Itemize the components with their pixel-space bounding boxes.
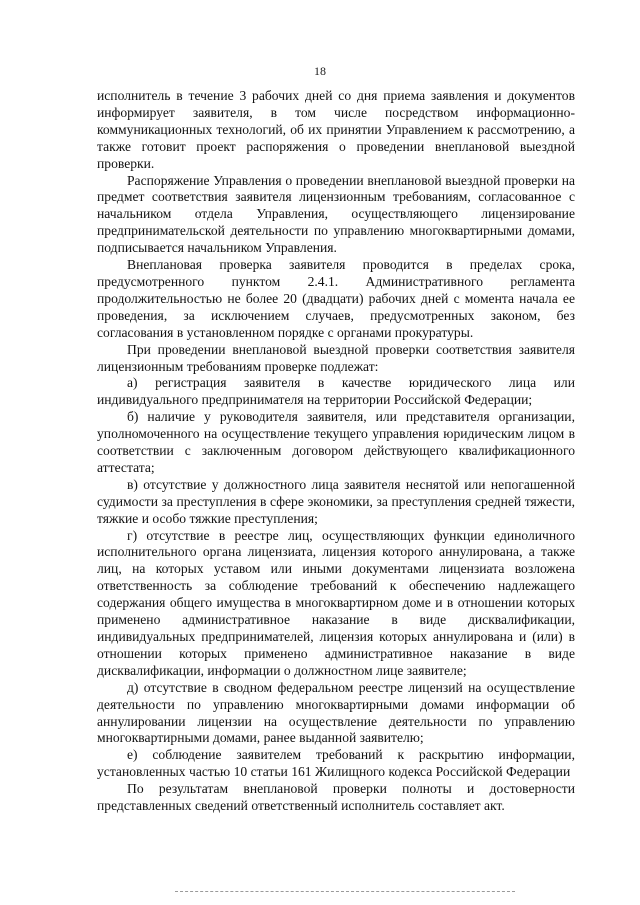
- paragraph-intro: исполнитель в течение 3 рабочих дней со дня приема заявления и документов информирует заявителя, в том числе посредством информационно-коммуникационных технологий, об их принятии Управлением к рассмотрению, а также готовит проект распоряжения о проведении внеплановой выездной проверки.: [97, 88, 575, 171]
- scan-bottom-edge: [175, 891, 515, 892]
- document-body: [97, 88, 575, 815]
- list-item-d: д) отсутствие в сводном федеральном реестре лицензий на осуществление деятельности по управлению многоквартирными домами информации об аннулировании лицензии на осуществление деятельности по управлению многоквартирными домами, ранее выданной заявителю;: [97, 679, 575, 746]
- paragraph-conclusion: По результатам внеплановой проверки полноты и достоверности представленных сведений ответственный исполнитель составляет акт.: [97, 781, 575, 814]
- list-item-b: б) наличие у руководителя заявителя, или представителя организации, уполномоченного на осуществление текущего управления юридическим лицом в соответствии с заключенным договором действующего квалификационного аттестата;: [97, 409, 575, 475]
- paragraph-order-approval: Распоряжение Управления о проведении внеплановой выездной проверки на предмет соответствия заявителя лицензионным требованиям, согласованное с начальником отдела Управления, осуществляющего лицензирование предпринимательской деятельности по управлению многоквартирными домами, подписывается начальником Управления.: [97, 172, 575, 256]
- list-item-a: а) регистрация заявителя в качестве юридического лица или индивидуального предпринимателя на территории Российской Федерации;: [97, 375, 575, 408]
- paragraph-inspection-scope: При проведении внеплановой выездной проверки соответствия заявителя лицензионным требованиям проверке подлежат:: [97, 341, 575, 374]
- list-item-e: е) соблюдение заявителем требований к раскрытию информации, установленных частью 10 статьи 161 Жилищного кодекса Российской Федерации: [97, 747, 575, 780]
- list-item-v: в) отсутствие у должностного лица заявителя неснятой или непогашенной судимости за преступления в сфере экономики, за преступления средней тяжести, тяжкие и особо тяжкие преступления;: [97, 476, 575, 526]
- paragraph-inspection-period: Внеплановая проверка заявителя проводится в пределах срока, предусмотренного пунктом 2.4.1. Административного регламента продолжительностью не более 20 (двадцати) рабочих дней с момента начала ее проведения, за исключением случаев, предусмотренных законом, без согласования в установленном порядке с органами прокуратуры.: [97, 257, 575, 340]
- page-number: 18: [314, 64, 326, 78]
- list-item-g: г) отсутствие в реестре лиц, осуществляющих функции единоличного исполнительного органа лицензиата, лицензия которого аннулирована, а также лиц, на которых уставом или иными документами лицензиата возложена ответственность за соблюдение требований к обеспечению надлежащего содержания общего имущества в многоквартирном доме и в отношении которых применено административное наказание в виде дисквалификации, индивидуальных предпринимателей, лицензия которых аннулирована и (или) в отношении которых применено административное наказание в виде дисквалификации, информации о должностном лице заявителе;: [97, 527, 575, 678]
